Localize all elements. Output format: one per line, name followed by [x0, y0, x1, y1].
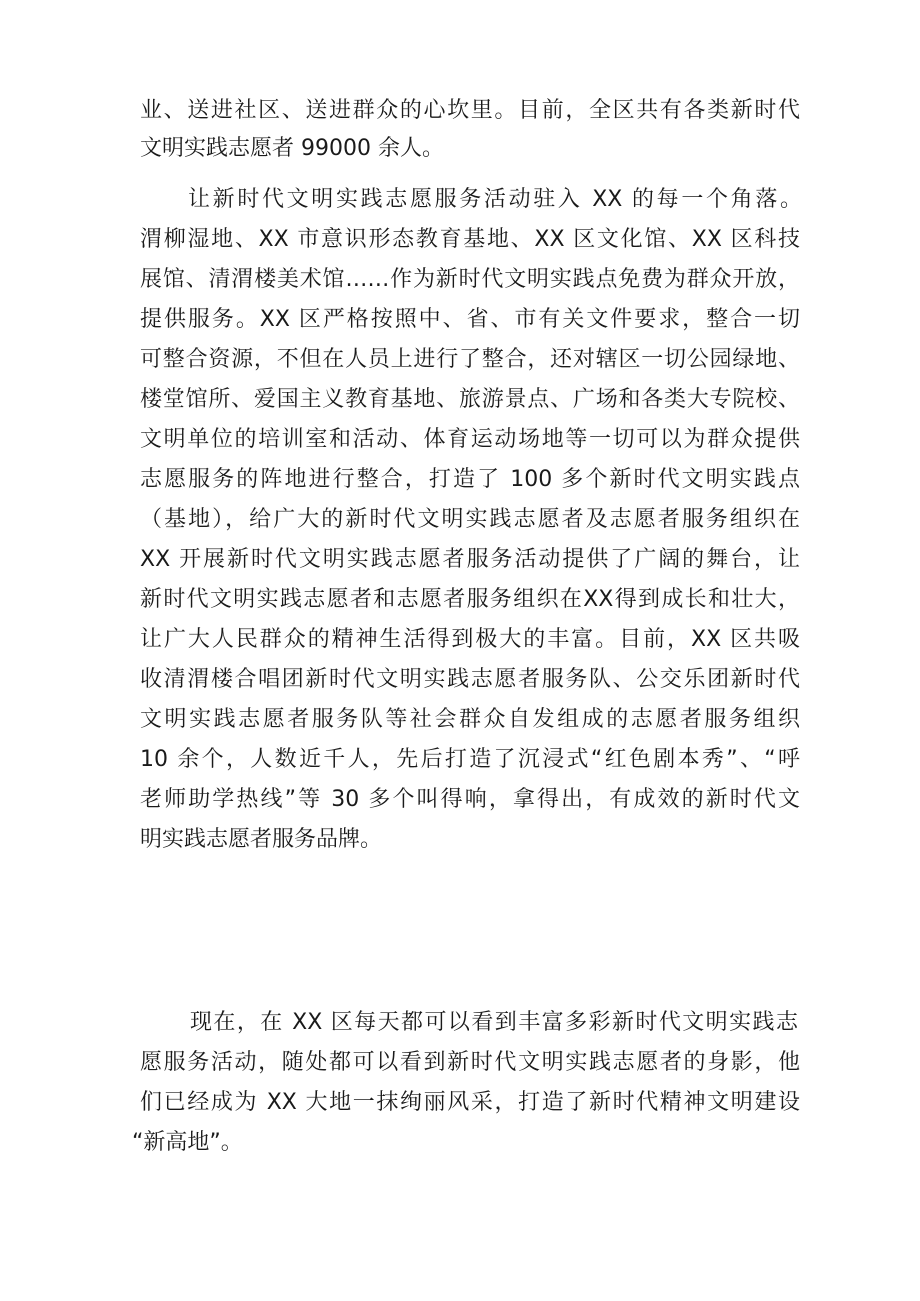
text-line: 渭柳湿地、XX 市意识形态教育基地、XX 区文化馆、XX 区科技 [140, 227, 800, 252]
text-line: 业、送进社区、送进群众的心坎里。目前，全区共有各类新时代 [140, 98, 800, 123]
text-line: 楼堂馆所、爱国主义教育基地、旅游景点、广场和各类大专院校、 [140, 387, 800, 412]
text-line: 新时代文明实践志愿者和志愿者服务组织在XX得到成长和壮大， [140, 587, 800, 612]
text-line: 文明单位的培训室和活动、体育运动场地等一切可以为群众提供 [140, 427, 800, 452]
text-line: 老师助学热线”等 30 多个叫得响，拿得出，有成效的新时代文 [140, 787, 800, 812]
text-line: 明实践志愿者服务品牌。 [140, 827, 383, 852]
text-line: 提供服务。XX 区严格按照中、省、市有关文件要求，整合一切 [140, 307, 800, 332]
text-line: （基地），给广大的新时代文明实践志愿者及志愿者服务组织在 [140, 507, 800, 532]
text-line: 文明实践志愿者 99000 余人。 [140, 136, 444, 161]
text-line: 展馆、清渭楼美术馆……作为新时代文明实践点免费为群众开放， [140, 267, 800, 292]
text-line: 让广大人民群众的精神生活得到极大的丰富。目前，XX 区共吸 [140, 627, 800, 652]
text-line: 让新时代文明实践志愿服务活动驻入 XX 的每一个角落。 [188, 187, 802, 212]
text-line: 收清渭楼合唱团新时代文明实践志愿者服务队、公交乐团新时代 [140, 667, 800, 692]
text-line: 愿服务活动，随处都可以看到新时代文明实践志愿者的身影，他 [140, 1050, 800, 1075]
text-line: “新高地”。 [132, 1130, 243, 1155]
text-line: 现在，在 XX 区每天都可以看到丰富多彩新时代文明实践志 [190, 1010, 798, 1035]
text-line: 文明实践志愿者服务队等社会群众自发组成的志愿者服务组织 [140, 707, 800, 732]
text-line: XX 开展新时代文明实践志愿者服务活动提供了广阔的舞台，让 [140, 547, 800, 572]
text-line: 10 余个，人数近千人，先后打造了沉浸式“红色剧本秀”、“呼 [140, 747, 800, 772]
text-line: 志愿服务的阵地进行整合，打造了 100 多个新时代文明实践点 [140, 467, 800, 492]
text-line: 可整合资源，不但在人员上进行了整合，还对辖区一切公园绿地、 [140, 347, 800, 372]
text-line: 们已经成为 XX 大地一抹绚丽风采，打造了新时代精神文明建设 [140, 1090, 800, 1115]
